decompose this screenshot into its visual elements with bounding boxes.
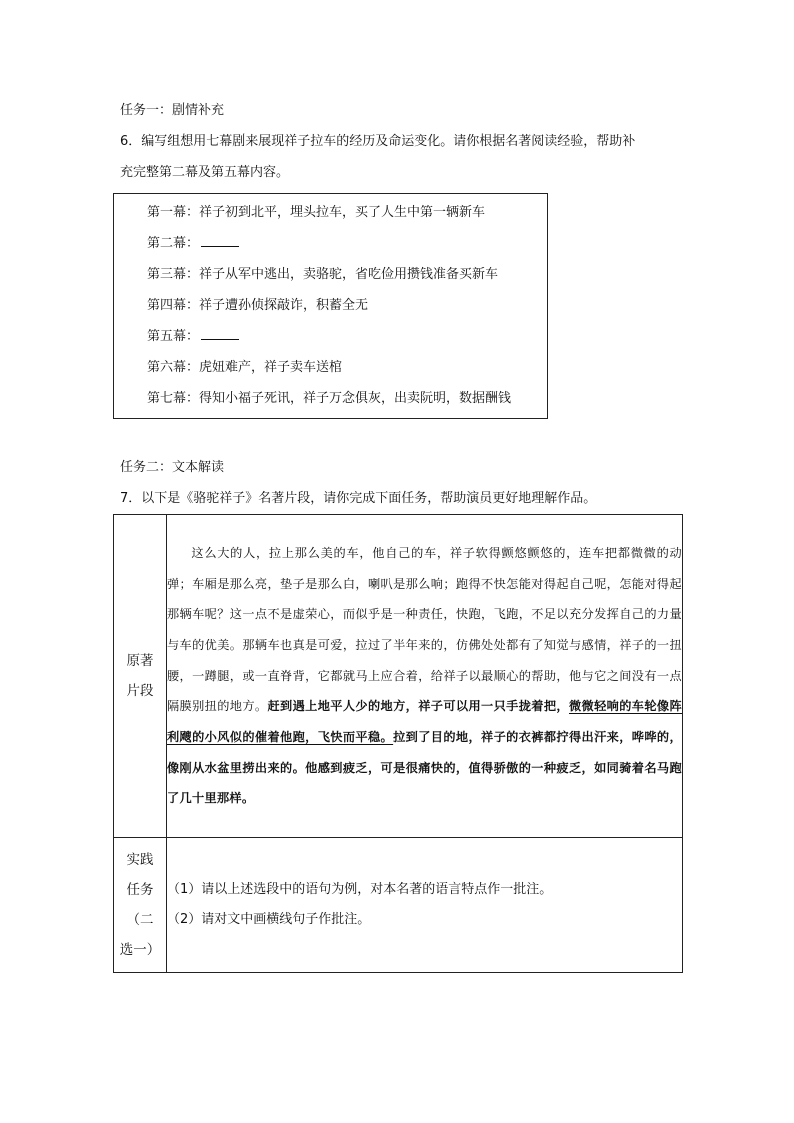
question-7: 7．以下是《骆驼祥子》名著片段，请你完成下面任务，帮助演员更好地理解作品。 <box>120 491 597 506</box>
task-label-line4: 选一） <box>119 942 161 958</box>
excerpt-text-part1: 这么大的人，拉上那么美的车，他自己的车，祥子软得颤悠颤悠的，连车把都微微的动弹；车厢是那么亮，垫子是那么白，喇叭是那么响；跑得不快怎能对得起自己呢，怎能对得起那辆车呢？这一点不是虚荣心，而似乎是一种责任，快跑，飞跑，不足以充分发挥自己的力量与车的优美。那辆车也真是可爱，拉过了半年来的，仿佛处处都有了知觉与感情，祥子的一扭腰，一蹲腿，或一直脊背，它都就马上应合着，给祥子以最顺心的帮助，他与它之间没有一点隔膜别扭的地方。 <box>167 545 682 714</box>
task-items <box>167 838 683 973</box>
act-5-blank <box>201 327 239 340</box>
act-2-blank <box>201 234 239 247</box>
task-label-line2: 任务 <box>126 882 154 898</box>
task-item-1: （1）请以上述选段中的语句为例，对本名著的语言特点作一批注。 <box>167 882 553 897</box>
act-1: 第一幕：祥子初到北平，埋头拉车，买了人生中第一辆新车 <box>147 205 486 220</box>
excerpt-label-line1: 原著 <box>126 653 154 669</box>
task-row <box>114 838 683 973</box>
act-7: 第七幕：得知小福子死讯，祥子万念俱灰，出卖阮明，数据酬钱 <box>147 391 512 406</box>
act-5-label: 第五幕： <box>147 329 200 344</box>
question-6-line2: 充完整第二幕及第五幕内容。 <box>120 165 290 180</box>
act-2 <box>147 234 239 254</box>
act-2-label: 第二幕： <box>147 236 200 251</box>
act-5 <box>147 327 239 347</box>
excerpt-table <box>113 514 683 973</box>
task1-heading: 任务一：剧情补充 <box>120 103 225 118</box>
task-item-2: （2）请对文中画横线句子作批注。 <box>167 912 371 927</box>
question-6-line1: 6．编写组想用七幕剧来展现祥子拉车的经历及命运变化。请你根据名著阅读经验，帮助补 <box>120 134 636 149</box>
excerpt-text-part3: 拉到了目的地，祥子的衣裤都拧得出汗来，哗哗的，像刚从水盆里捞出来的。他感到疲乏，可是很痛快的，值得骄傲的一种疲乏，如同骑着名马跑了几十里那样。 <box>167 730 682 806</box>
excerpt-row <box>114 515 683 838</box>
task-label-line1: 实践 <box>126 852 154 868</box>
excerpt-label-line2: 片段 <box>126 683 154 699</box>
excerpt-text-part2: 赶到遇上地平人少的地方，祥子可以用一只手拢着把， <box>267 699 569 714</box>
excerpt-text <box>167 515 683 838</box>
act-6: 第六幕：虎妞难产，祥子卖车送棺 <box>147 360 343 375</box>
act-4: 第四幕：祥子遭孙侦探敲诈，积蓄全无 <box>147 298 369 313</box>
task-label <box>114 838 167 973</box>
act-3: 第三幕：祥子从军中逃出，卖骆驼，省吃俭用攒钱准备买新车 <box>147 267 499 282</box>
acts-box <box>113 193 548 419</box>
excerpt-underlined-sentence: 微微轻响的车轮像阵利飕的小风似的催着他跑，飞快而平稳。 <box>167 699 682 745</box>
task2-heading: 任务二：文本解读 <box>120 460 225 475</box>
task-label-line3: （二 <box>126 912 154 928</box>
excerpt-label <box>114 515 167 838</box>
